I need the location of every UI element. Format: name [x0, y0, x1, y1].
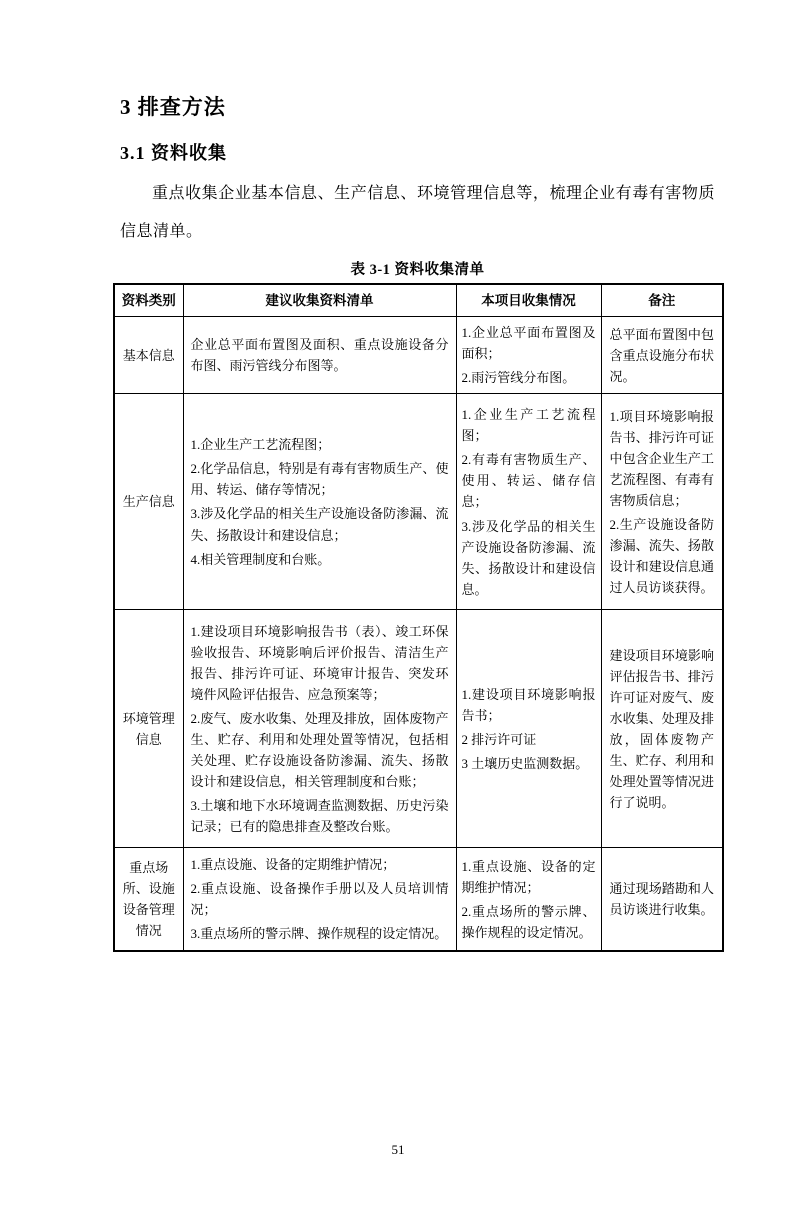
remark-cell	[601, 394, 723, 610]
subsection-heading: 3.1 资料收集	[120, 143, 227, 164]
cell-item: 1.建设项目环境影响报告书（表）、竣工环保验收报告、环境影响后评价报告、清洁生产报告、排污许可证、环境审计报告、突发环境件风险评估报告、应急预案等；	[190, 623, 449, 702]
collected-cell	[456, 848, 601, 951]
cell-item: 4.相关管理制度和台账。	[190, 551, 331, 567]
table-row	[114, 848, 723, 951]
category-cell: 环境管理信息	[114, 610, 183, 848]
suggested-cell	[183, 394, 456, 610]
cell-item: 2 排污许可证	[461, 731, 537, 747]
cell-item: 通过现场踏勘和人员访谈进行收集。	[609, 881, 714, 918]
category-cell: 生产信息	[114, 394, 183, 610]
document-page	[113, 94, 722, 952]
header-collected: 本项目收集情况	[456, 284, 601, 317]
cell-item: 总平面布置图中包含重点设施分布状况。	[609, 326, 714, 384]
collected-cell	[456, 610, 601, 848]
cell-item: 2.化学品信息，特别是有毒有害物质生产、使用、转运、储存等情况；	[190, 461, 449, 498]
category-cell: 重点场所、设施设备管理情况	[114, 848, 183, 951]
cell-item: 2.重点设施、设备操作手册以及人员培训情况；	[190, 881, 449, 918]
suggested-cell	[183, 610, 456, 848]
table-row	[114, 610, 723, 848]
data-collection-table	[113, 283, 724, 952]
cell-item: 企业总平面布置图及面积、重点设施设备分布图、雨污管线分布图等。	[190, 337, 449, 374]
table-header-row	[114, 284, 723, 317]
table-row	[114, 317, 723, 394]
cell-item: 3.重点场所的警示牌、操作规程的设定情况。	[190, 926, 448, 942]
remark-cell	[601, 610, 723, 848]
cell-item: 2.废气、废水收集、处理及排放，固体废物产生、贮存、利用和处理处置等情况，包括相关处理、贮存设施设备防渗漏、流失、扬散设计和建设信息，相关管理制度和台账；	[190, 710, 449, 790]
section-heading: 3 排查方法	[120, 95, 226, 119]
category-cell: 基本信息	[114, 317, 183, 394]
header-category: 资料类别	[114, 284, 183, 317]
cell-item: 2.雨污管线分布图。	[461, 370, 576, 386]
suggested-cell	[183, 317, 456, 394]
cell-item: 3.土壤和地下水环境调查监测数据、历史污染记录；已有的隐患排查及整改台账。	[190, 798, 449, 835]
cell-item: 1.企业生产工艺流程图；	[461, 407, 596, 444]
collected-cell	[456, 394, 601, 610]
cell-item: 3 土壤历史监测数据。	[461, 756, 589, 772]
intro-paragraph: 重点收集企业基本信息、生产信息、环境管理信息等，梳理企业有毒有害物质信息清单。	[120, 184, 715, 240]
table-row	[114, 394, 723, 610]
cell-item: 1.重点设施、设备的定期维护情况；	[190, 857, 396, 873]
header-remark: 备注	[601, 284, 723, 317]
remark-cell	[601, 317, 723, 394]
cell-item: 2.生产设施设备防渗漏、流失、扬散设计和建设信息通过人员访谈获得。	[609, 517, 714, 596]
remark-cell	[601, 848, 723, 951]
cell-item: 建设项目环境影响评估报告书、排污许可证对废气、废水收集、处理及排放，固体废物产生、贮存、利用和处理处置等情况进行了说明。	[609, 647, 714, 811]
table-caption: 表 3-1 资料收集清单	[350, 261, 485, 278]
cell-item: 2.重点场所的警示牌、操作规程的设定情况。	[461, 903, 596, 940]
suggested-cell	[183, 848, 456, 951]
cell-item: 2.有毒有害物质生产、使用、转运、储存信息；	[461, 452, 596, 510]
cell-item: 1.重点设施、设备的定期维护情况；	[461, 858, 596, 895]
header-suggested: 建议收集资料清单	[183, 284, 456, 317]
cell-item: 1.建设项目环境影响报告书；	[461, 686, 596, 723]
cell-item: 1.企业总平面布置图及面积；	[461, 325, 596, 362]
cell-item: 3.涉及化学品的相关生产设施设备防渗漏、流失、扬散设计和建设信息；	[190, 506, 449, 543]
cell-item: 3.涉及化学品的相关生产设施设备防渗漏、流失、扬散设计和建设信息。	[461, 518, 596, 597]
cell-item: 1.企业生产工艺流程图；	[190, 437, 331, 453]
page-number: 51	[391, 1142, 405, 1157]
collected-cell	[456, 317, 601, 394]
cell-item: 1.项目环境影响报告书、排污许可证中包含企业生产工艺流程图、有毒有害物质信息；	[609, 408, 714, 508]
